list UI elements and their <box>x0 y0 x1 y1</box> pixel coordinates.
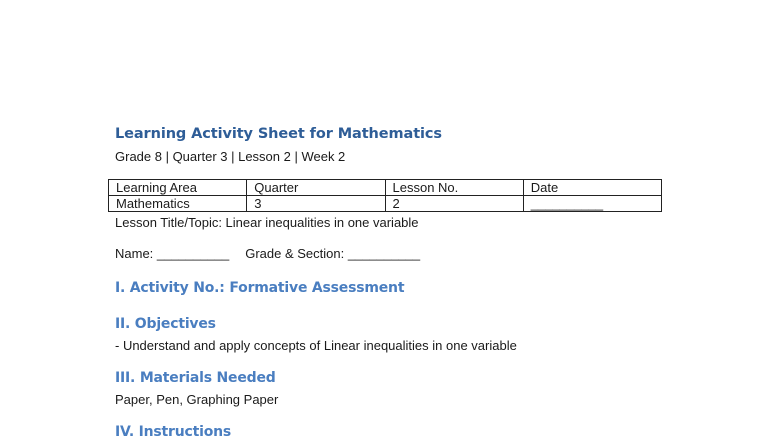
table-row <box>109 196 662 212</box>
materials-heading: III. Materials Needed <box>115 370 276 386</box>
document-header <box>115 124 675 165</box>
name-field: Name: __________ <box>115 246 230 261</box>
table-cell: 3 <box>247 196 385 212</box>
materials-text: Paper, Pen, Graphing Paper <box>115 392 279 407</box>
document-subtitle: Grade 8 | Quarter 3 | Lesson 2 | Week 2 <box>115 149 346 164</box>
table-cell: 2 <box>385 196 523 212</box>
objectives-heading: II. Objectives <box>115 316 216 332</box>
table-header-cell: Lesson No. <box>385 180 523 196</box>
table-header-cell: Learning Area <box>109 180 247 196</box>
table-header-cell: Date <box>523 180 661 196</box>
document-title: Learning Activity Sheet for Mathematics <box>115 126 442 142</box>
table-header-row <box>109 180 662 196</box>
instructions-heading: IV. Instructions <box>115 424 232 440</box>
lesson-info-table <box>108 179 662 212</box>
activity-heading: I. Activity No.: Formative Assessment <box>115 280 405 296</box>
student-fields <box>115 246 420 261</box>
objectives-text: - Understand and apply concepts of Linear inequalities in one variable <box>115 338 517 353</box>
table-cell: Mathematics <box>109 196 247 212</box>
table-cell: __________ <box>523 196 661 212</box>
grade-section-field: Grade & Section: __________ <box>245 246 421 261</box>
table-header-cell: Quarter <box>247 180 385 196</box>
lesson-topic: Lesson Title/Topic: Linear inequalities in one variable <box>115 215 419 230</box>
